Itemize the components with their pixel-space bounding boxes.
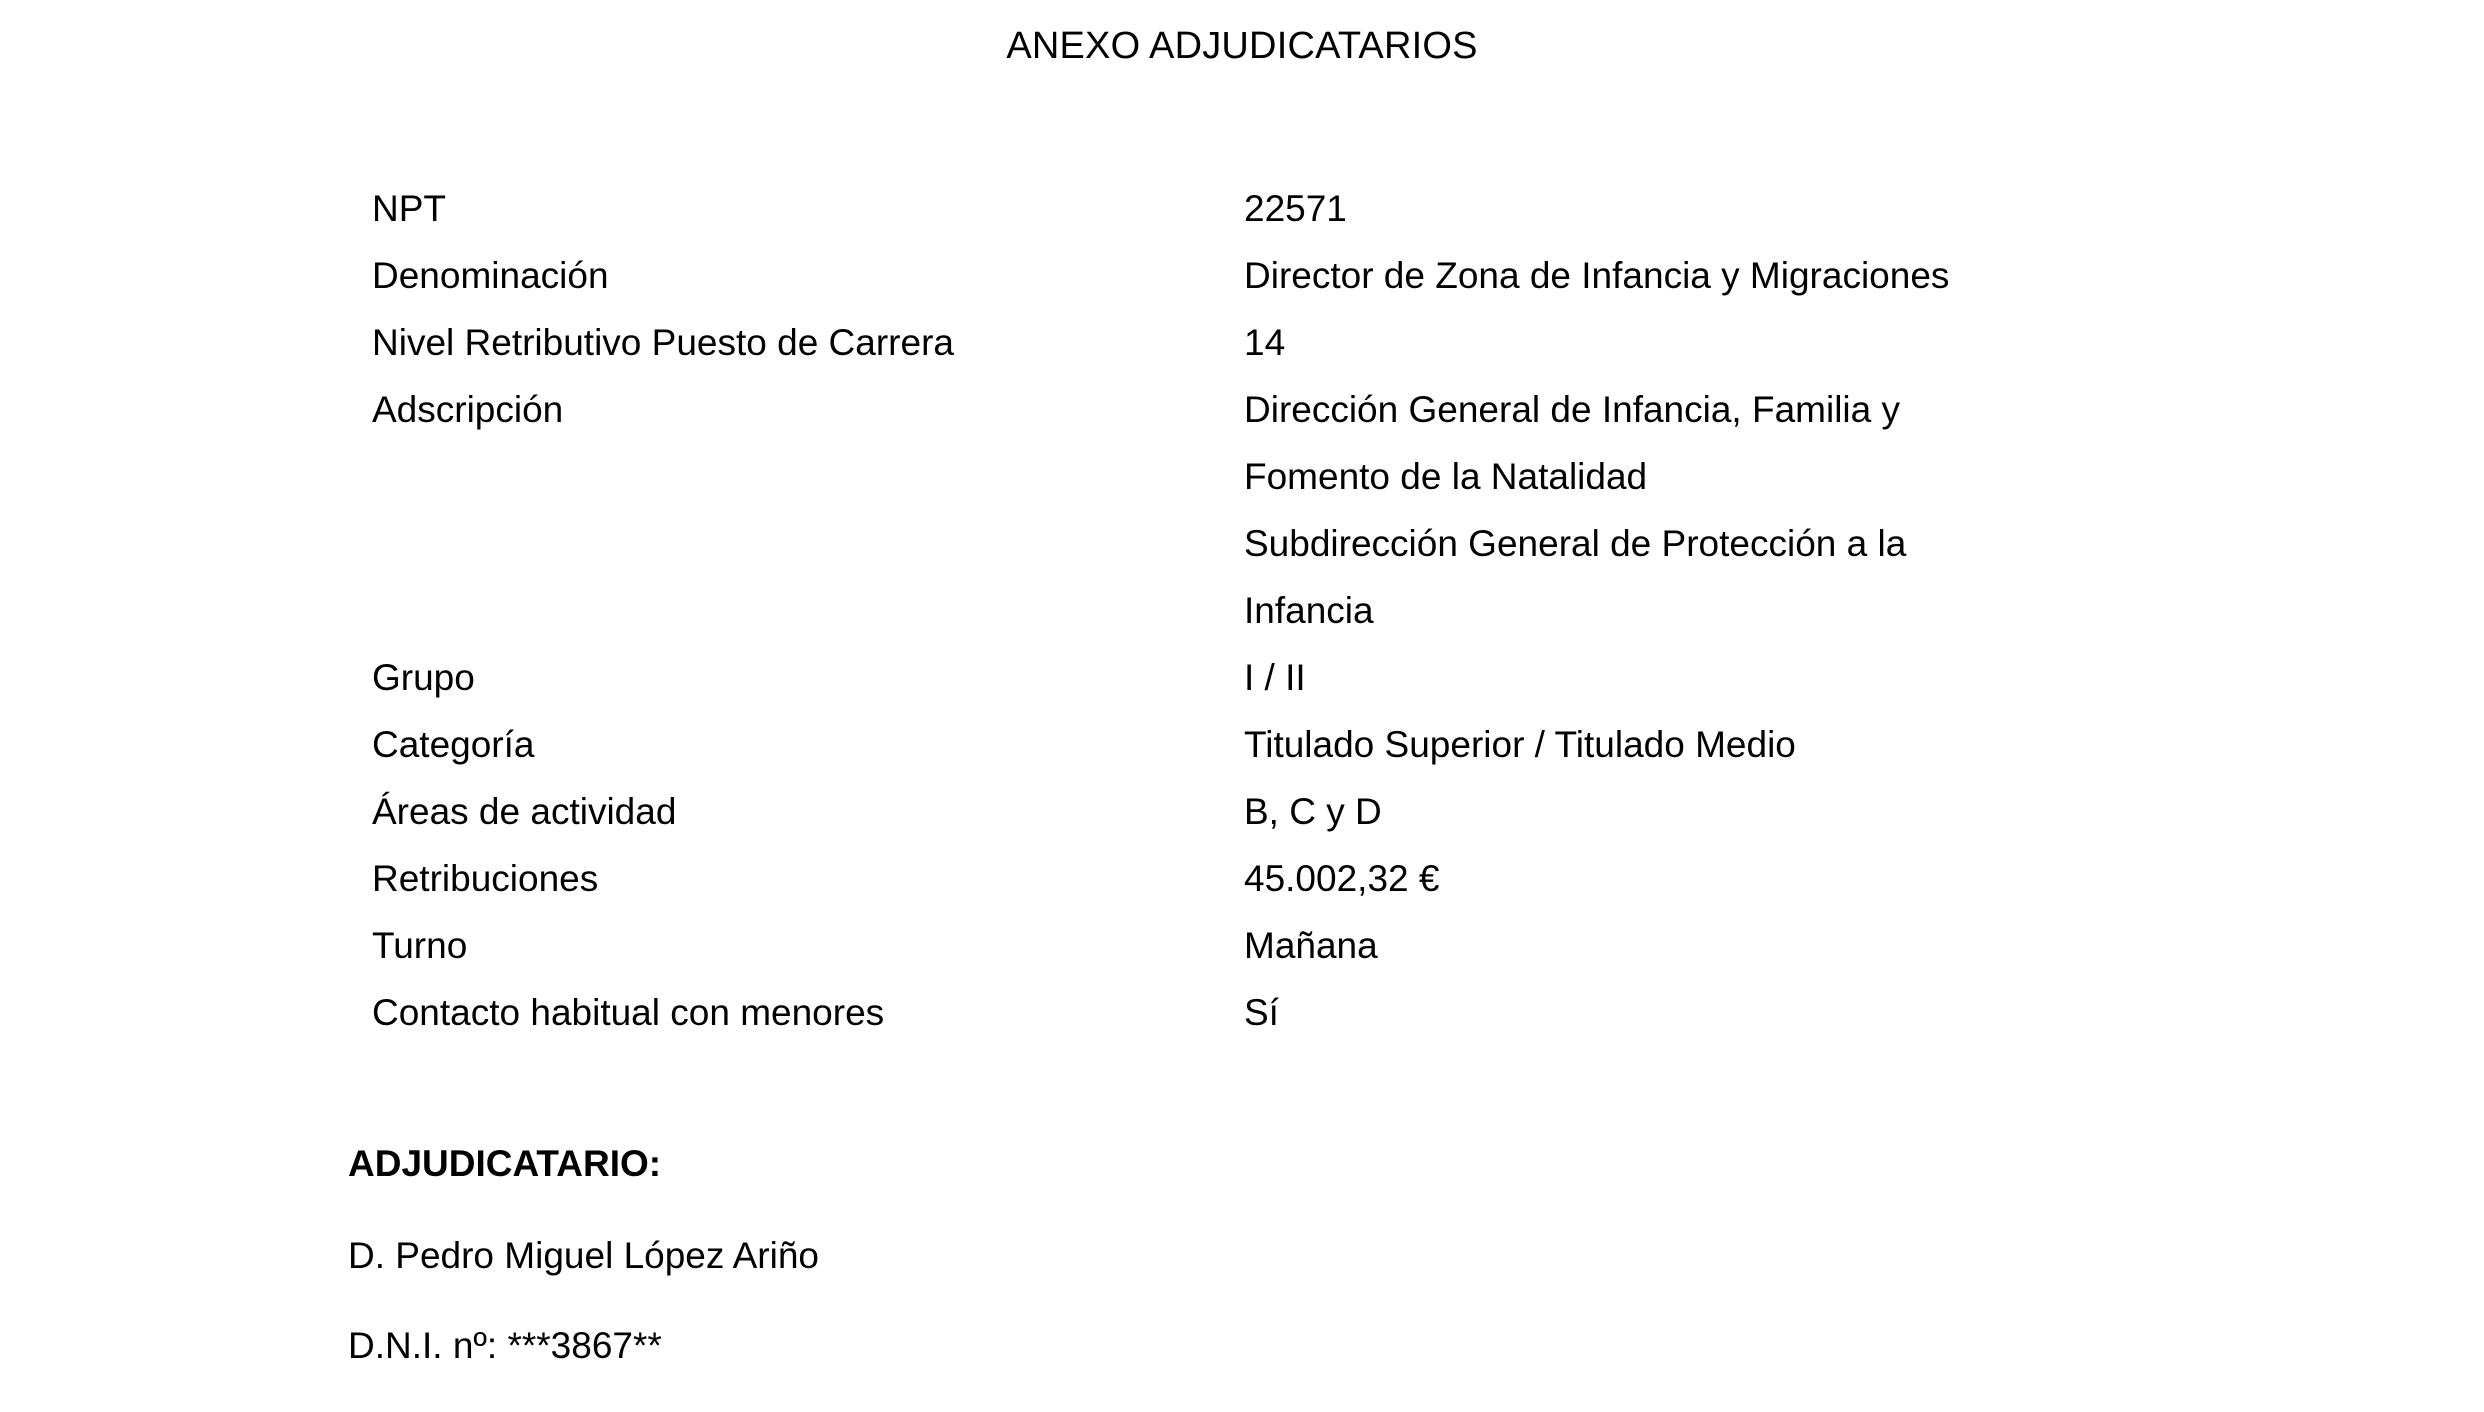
field-label: Denominación bbox=[372, 255, 609, 296]
field-label: Turno bbox=[372, 925, 468, 966]
field-value-line: B, C y D bbox=[1244, 791, 1382, 832]
field-value bbox=[1244, 778, 2172, 845]
field-row-denominacion bbox=[372, 242, 2172, 309]
awardee-heading: ADJUDICATARIO: bbox=[348, 1143, 662, 1184]
field-value bbox=[1244, 309, 2172, 376]
field-row-turno bbox=[372, 912, 2172, 979]
field-value bbox=[1244, 376, 2172, 644]
field-value-line: Fomento de la Natalidad bbox=[1244, 456, 1648, 497]
field-value-line: Director de Zona de Infancia y Migraciones bbox=[1244, 255, 1950, 296]
field-row-grupo bbox=[372, 644, 2172, 711]
field-row-nivel-retributivo bbox=[372, 309, 2172, 376]
awardee-dni: D.N.I. nº: ***3867** bbox=[348, 1325, 662, 1366]
field-label: Áreas de actividad bbox=[372, 791, 677, 832]
field-value bbox=[1244, 845, 2172, 912]
field-label: Nivel Retributivo Puesto de Carrera bbox=[372, 322, 954, 363]
field-value bbox=[1244, 912, 2172, 979]
field-value-line: Titulado Superior / Titulado Medio bbox=[1244, 724, 1796, 765]
field-label: Categoría bbox=[372, 724, 535, 765]
field-row-adscripcion bbox=[372, 376, 2172, 644]
field-label: Adscripción bbox=[372, 389, 564, 430]
field-row-retribuciones bbox=[372, 845, 2172, 912]
position-details-list bbox=[372, 175, 2172, 1046]
field-value-line: Sí bbox=[1244, 992, 1279, 1033]
awardee-name: D. Pedro Miguel López Ariño bbox=[348, 1235, 819, 1276]
field-value-line: Dirección General de Infancia, Familia y bbox=[1244, 389, 1901, 430]
field-row-areas-actividad bbox=[372, 778, 2172, 845]
field-label: Grupo bbox=[372, 657, 475, 698]
field-value-line: Subdirección General de Protección a la bbox=[1244, 523, 1907, 564]
field-label: Contacto habitual con menores bbox=[372, 992, 885, 1033]
awardee-section bbox=[348, 1140, 2248, 1412]
field-value-line: 22571 bbox=[1244, 188, 1347, 229]
field-label: Retribuciones bbox=[372, 858, 599, 899]
field-row-contacto-menores bbox=[372, 979, 2172, 1046]
page-title: ANEXO ADJUDICATARIOS bbox=[1006, 25, 1478, 67]
field-value-line: Infancia bbox=[1244, 590, 1374, 631]
field-value-line: Mañana bbox=[1244, 925, 1378, 966]
field-value bbox=[1244, 644, 2172, 711]
field-value bbox=[1244, 711, 2172, 778]
field-row-categoria bbox=[372, 711, 2172, 778]
field-value bbox=[1244, 979, 2172, 1046]
field-value bbox=[1244, 175, 2172, 242]
field-value-line: 14 bbox=[1244, 322, 1286, 363]
field-value-line: I / II bbox=[1244, 657, 1306, 698]
field-row-npt bbox=[372, 175, 2172, 242]
field-value-line: 45.002,32 € bbox=[1244, 858, 1440, 899]
field-label: NPT bbox=[372, 188, 446, 229]
field-value bbox=[1244, 242, 2172, 309]
